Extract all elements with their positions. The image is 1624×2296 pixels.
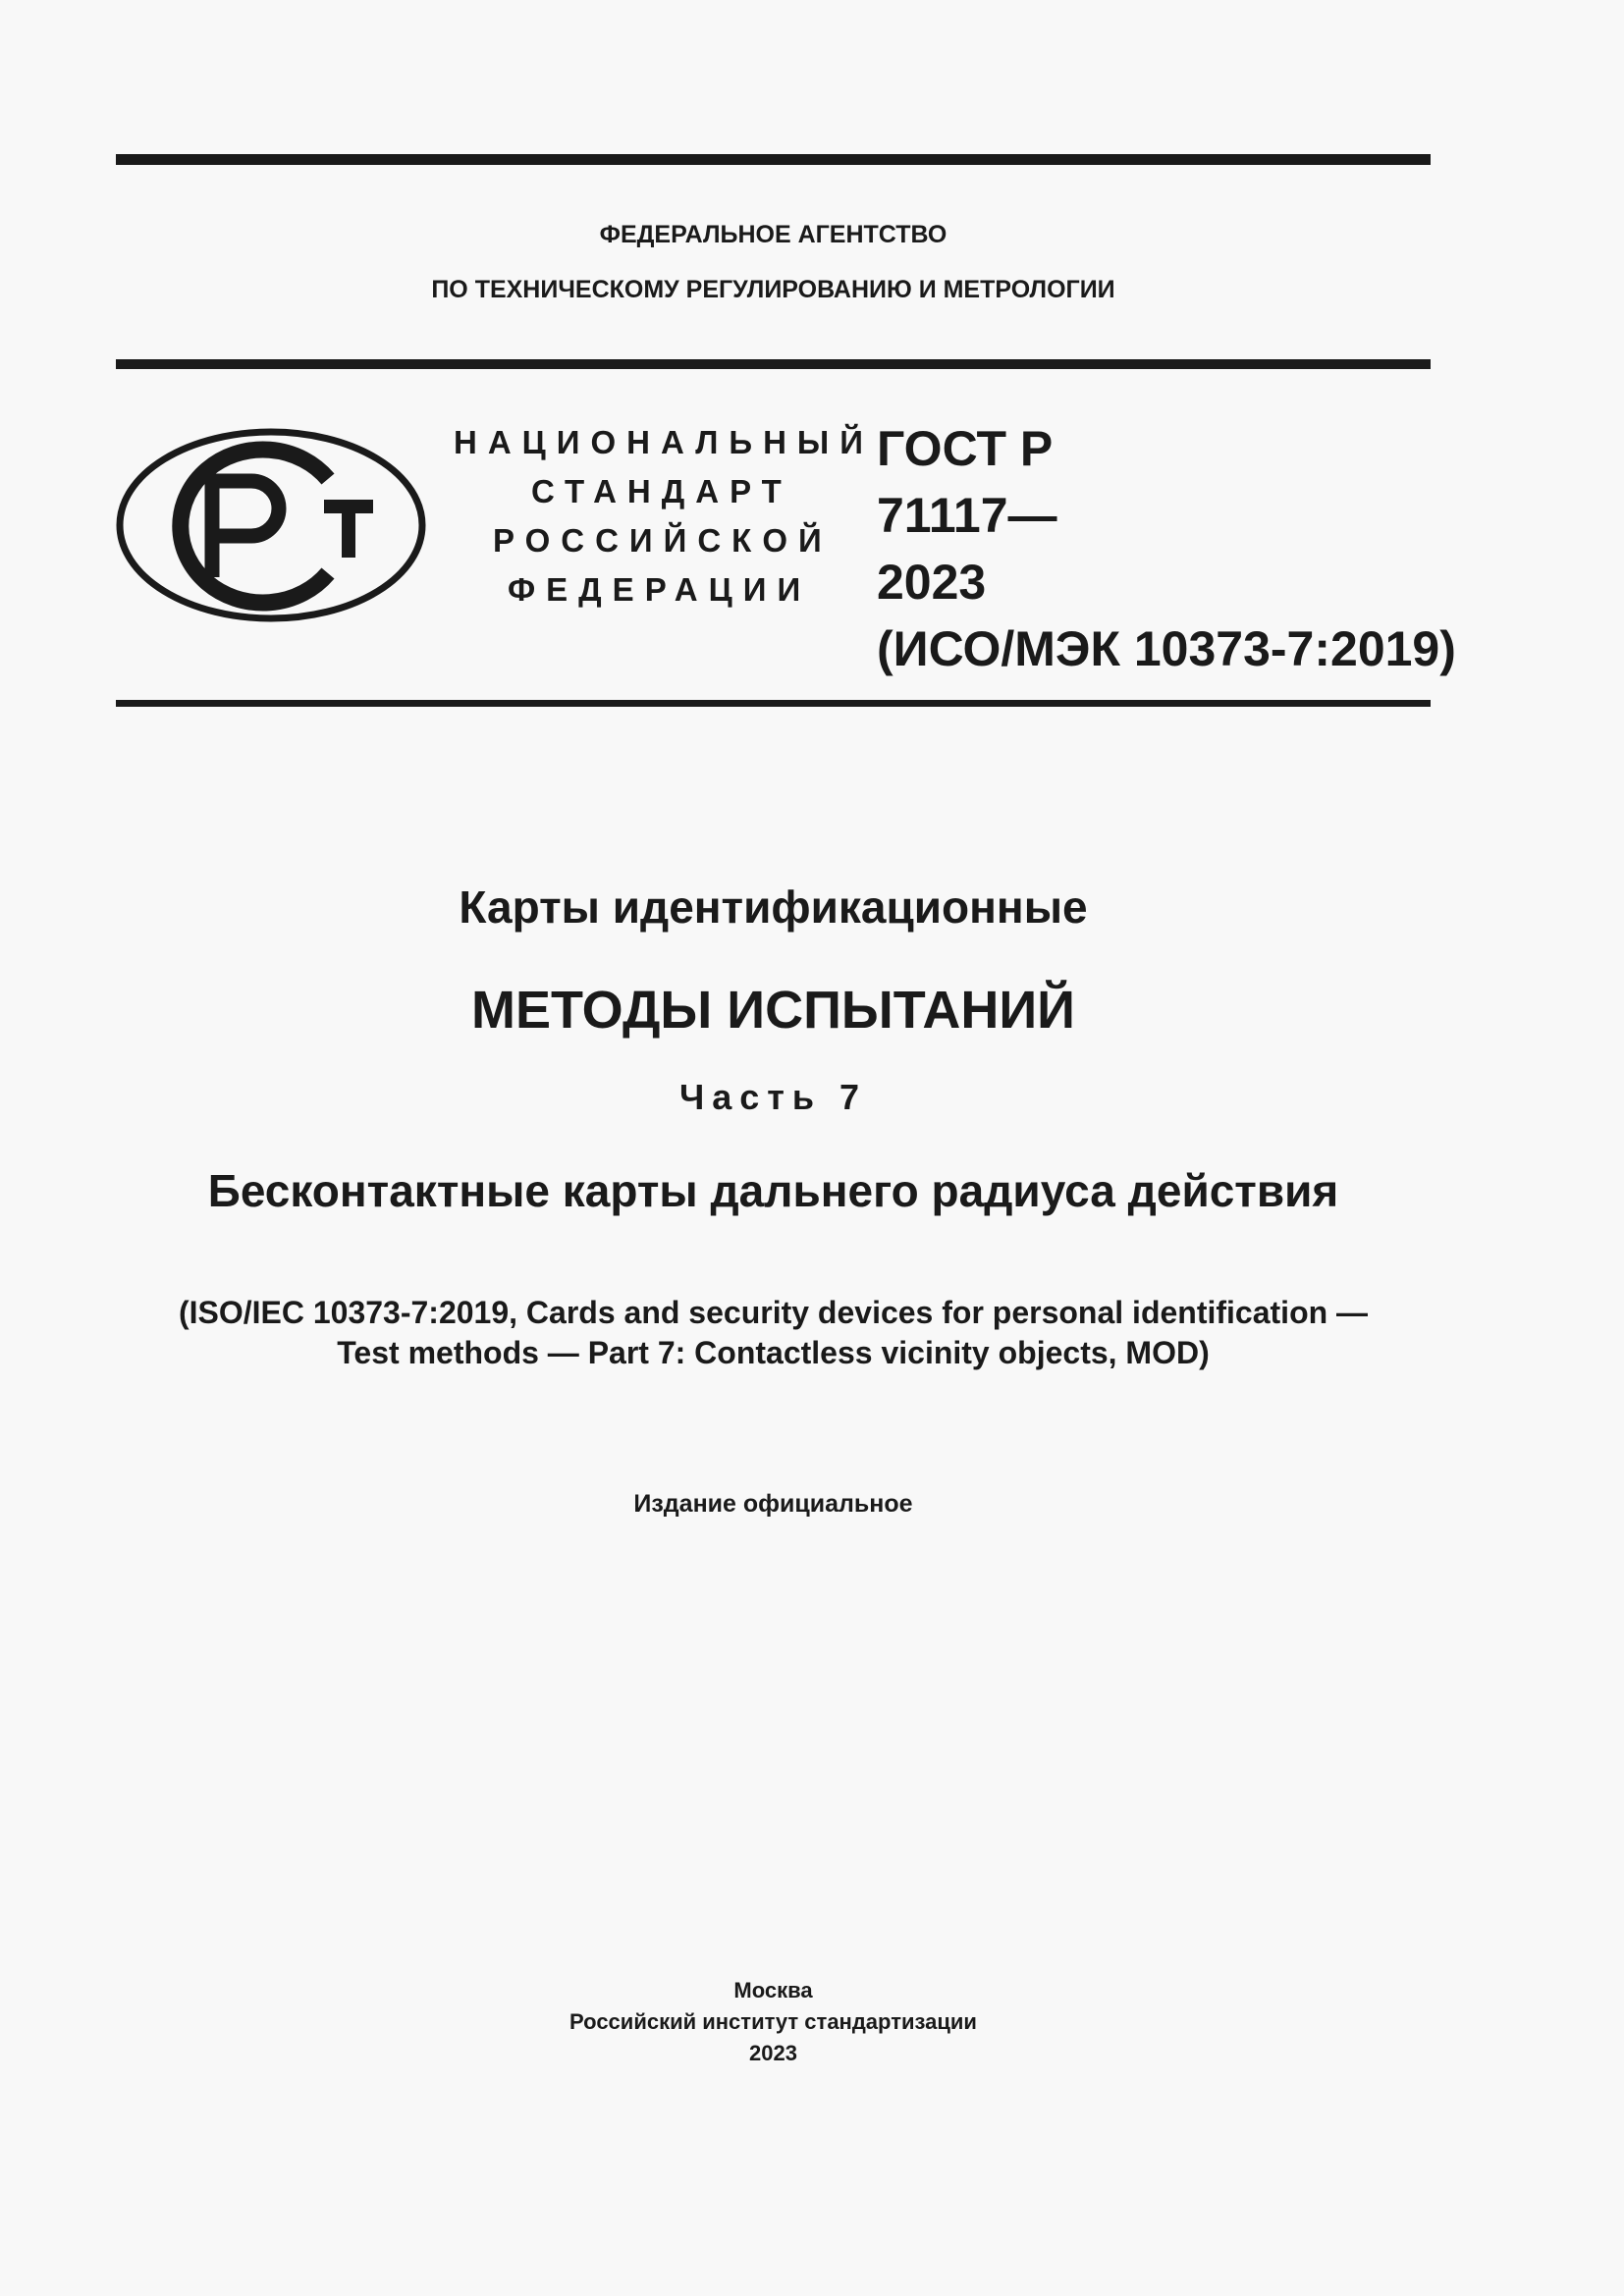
iso-reference-line-1: (ISO/IEC 10373-7:2019, Cards and security devices for personal identification — bbox=[178, 1295, 1369, 1330]
edition-label: Издание официальное bbox=[633, 1490, 913, 1518]
rst-mark-icon bbox=[116, 428, 426, 622]
designation-line-1: ГОСТ Р bbox=[877, 421, 1054, 476]
designation-line-4: (ИСО/МЭК 10373-7:2019) bbox=[877, 621, 1456, 676]
iso-reference bbox=[116, 1293, 1431, 1373]
iso-reference-line-2: Test methods — Part 7: Contactless vicinity objects, MOD) bbox=[337, 1335, 1210, 1370]
part-label: Часть 7 bbox=[678, 1077, 868, 1117]
standard-type-line-4: ФЕДЕРАЦИИ bbox=[508, 571, 812, 608]
designation-line-3: 2023 bbox=[877, 555, 987, 610]
imprint-year: 2023 bbox=[749, 2041, 797, 2065]
header-rule bbox=[116, 359, 1431, 369]
agency-line-1: ФЕДЕРАЛЬНОЕ АГЕНТСТВО bbox=[599, 221, 947, 248]
standard-type-line-3: РОССИЙСКОЙ bbox=[493, 522, 833, 559]
title-line-2: МЕТОДЫ ИСПЫТАНИЙ bbox=[471, 981, 1075, 1040]
title-line-3: Бесконтактные карты дальнего радиуса действия bbox=[207, 1165, 1339, 1216]
standard-type-line-2: СТАНДАРТ bbox=[531, 473, 792, 509]
standard-type-line-1: НАЦИОНАЛЬНЫЙ bbox=[454, 424, 874, 460]
top-rule bbox=[116, 154, 1431, 165]
imprint-city: Москва bbox=[733, 1978, 813, 2002]
imprint-publisher: Российский институт стандартизации bbox=[569, 2009, 977, 2034]
designation-line-2: 71117— bbox=[877, 488, 1057, 543]
imprint bbox=[116, 1975, 1431, 2069]
title-line-1: Карты идентификационные bbox=[459, 881, 1088, 933]
agency-line-2: ПО ТЕХНИЧЕСКОМУ РЕГУЛИРОВАНИЮ И МЕТРОЛОГИИ bbox=[431, 276, 1115, 303]
designation-rule bbox=[116, 700, 1431, 707]
